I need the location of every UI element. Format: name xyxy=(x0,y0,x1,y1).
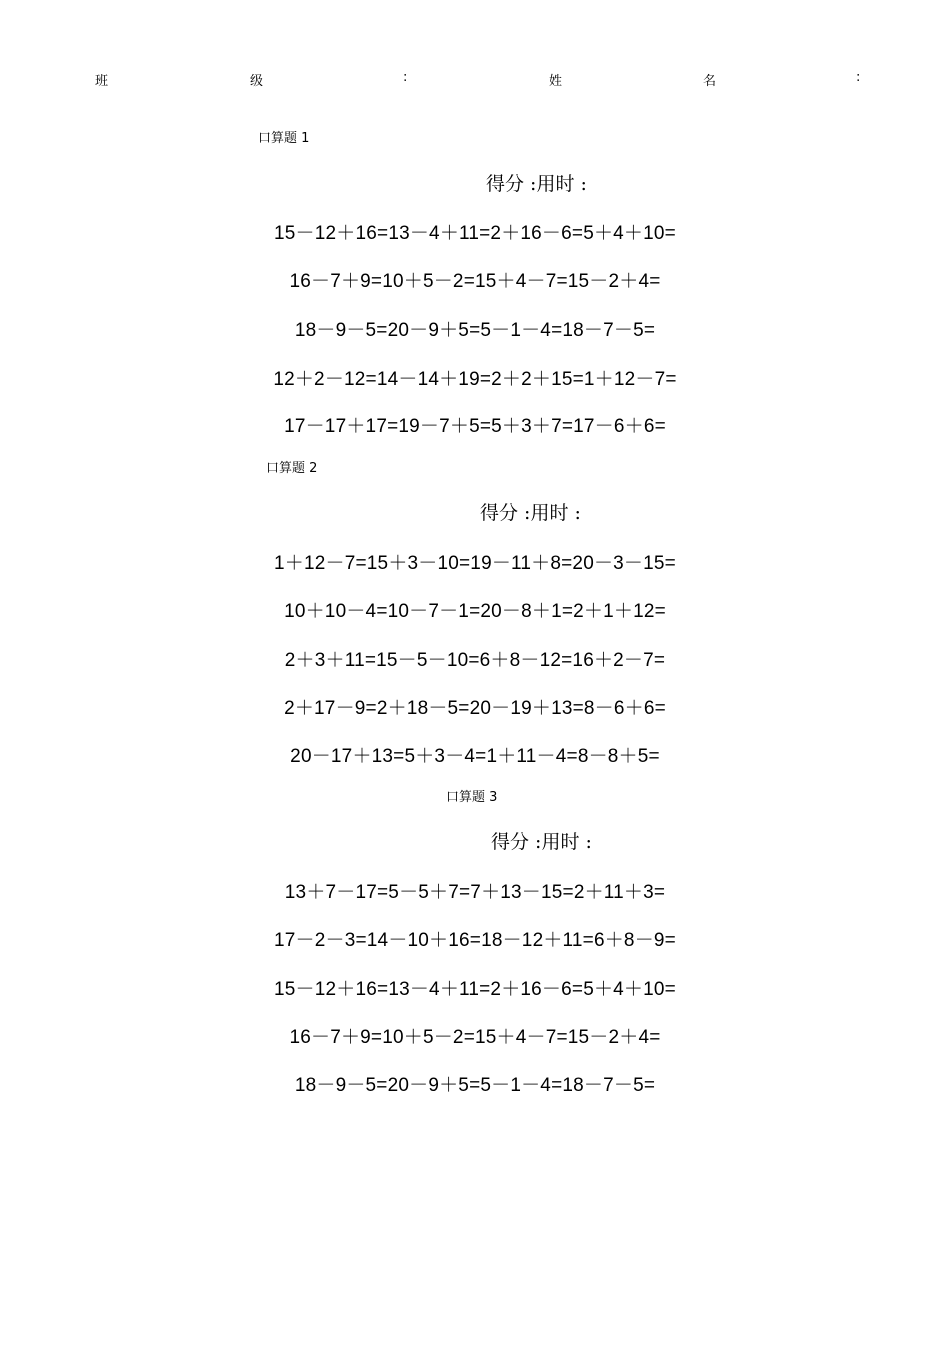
problem-row: 17－2－3=14－10＋16=18－12＋11=6＋8－9= xyxy=(274,930,676,951)
name-label-char: 姓 xyxy=(549,74,563,89)
problem-row: 20－17＋13=5＋3－4=1＋11－4=8－8＋5= xyxy=(290,746,660,767)
section-title: 口算题 1 xyxy=(258,131,310,146)
problem-row: 1＋12－7=15＋3－10=19－11＋8=20－3－15= xyxy=(274,553,676,574)
problem-row: 16－7＋9=10＋5－2=15＋4－7=15－2＋4= xyxy=(289,271,661,292)
problem-row: 13＋7－17=5－5＋7=7＋13－15=2＋11＋3= xyxy=(284,882,666,903)
student-info-header xyxy=(0,70,950,90)
problem-row: 18－9－5=20－9＋5=5－1－4=18－7－5= xyxy=(294,320,656,341)
problem-row: 2＋17－9=2＋18－5=20－19＋13=8－6＋6= xyxy=(284,698,666,719)
score-time-line: 得分 :用时 : xyxy=(486,173,587,195)
name-label-char: 名 xyxy=(703,74,717,89)
score-time-line: 得分 :用时 : xyxy=(480,502,581,524)
name-label-colon: : xyxy=(856,70,861,85)
problem-row: 18－9－5=20－9＋5=5－1－4=18－7－5= xyxy=(294,1075,656,1096)
class-label-char: 级 xyxy=(250,74,264,89)
problem-row: 15－12＋16=13－4＋11=2＋16－6=5＋4＋10= xyxy=(274,223,676,244)
problem-row: 12＋2－12=14－14＋19=2＋2＋15=1＋12－7= xyxy=(273,369,677,390)
class-label-colon: : xyxy=(403,70,408,85)
problem-row: 17－17＋17=19－7＋5=5＋3＋7=17－6＋6= xyxy=(284,416,666,437)
problem-row: 16－7＋9=10＋5－2=15＋4－7=15－2＋4= xyxy=(289,1027,661,1048)
score-time-line: 得分 :用时 : xyxy=(491,831,592,853)
problem-row: 15－12＋16=13－4＋11=2＋16－6=5＋4＋10= xyxy=(274,979,676,1000)
class-label-char: 班 xyxy=(95,74,109,89)
section-title: 口算题 3 xyxy=(446,790,498,805)
problem-row: 2＋3＋11=15－5－10=6＋8－12=16＋2－7= xyxy=(284,650,666,671)
section-title: 口算题 2 xyxy=(266,461,318,476)
problem-row: 10＋10－4=10－7－1=20－8＋1=2＋1＋12= xyxy=(284,601,666,622)
